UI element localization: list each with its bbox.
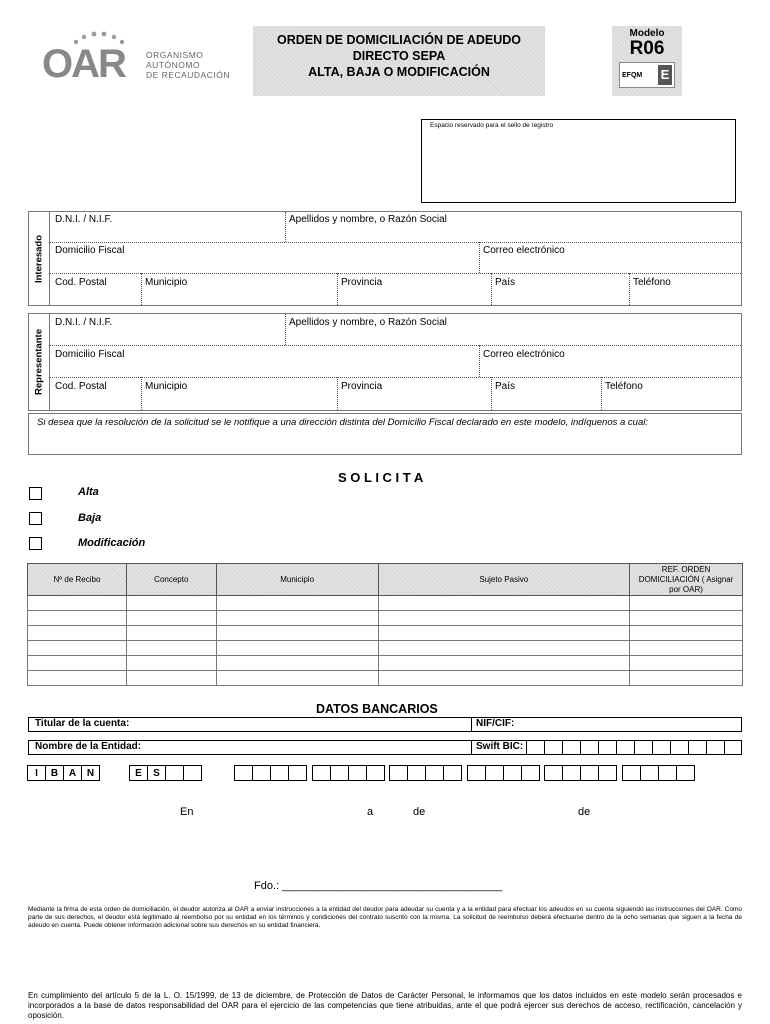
interesado-domicilio-field[interactable]: Domicilio Fiscal xyxy=(55,245,125,256)
iban-box[interactable] xyxy=(389,765,408,781)
interesado-dni-field[interactable]: D.N.I. / N.I.F. xyxy=(55,214,113,225)
interesado-municipio-field[interactable]: Municipio xyxy=(145,277,188,288)
swift-box[interactable] xyxy=(688,740,707,755)
iban-box[interactable] xyxy=(676,765,695,781)
swift-box[interactable] xyxy=(562,740,581,755)
recibo-cell[interactable] xyxy=(216,626,378,641)
table-row xyxy=(28,641,743,656)
col-concepto: Concepto xyxy=(126,564,216,596)
alta-checkbox[interactable] xyxy=(29,487,42,500)
efqm-badge-icon: EFQM E xyxy=(619,62,675,88)
recibo-cell[interactable] xyxy=(630,656,743,671)
firma-de1: de xyxy=(413,806,426,818)
iban-box[interactable] xyxy=(234,765,253,781)
iban-box[interactable] xyxy=(165,765,184,781)
iban-box[interactable] xyxy=(330,765,349,781)
recibos-header-row xyxy=(28,564,743,596)
interesado-cp-field[interactable]: Cod. Postal xyxy=(55,277,107,288)
recibo-cell[interactable] xyxy=(378,656,630,671)
iban-box[interactable] xyxy=(544,765,563,781)
swift-box[interactable] xyxy=(580,740,599,755)
notificacion-text: Si desea que la resolución de la solicitud se le notifique a una dirección distinta del Domicilio Fiscal declarado en este modelo, indíquenos a cual: xyxy=(37,417,649,428)
recibo-cell[interactable] xyxy=(630,626,743,641)
representante-domicilio-field[interactable]: Domicilio Fiscal xyxy=(55,349,125,360)
recibo-cell[interactable] xyxy=(378,641,630,656)
swift-box[interactable] xyxy=(526,740,545,755)
recibo-cell[interactable] xyxy=(28,671,127,686)
recibo-cell[interactable] xyxy=(378,671,630,686)
iban-box[interactable] xyxy=(348,765,367,781)
interesado-telefono-field[interactable]: Teléfono xyxy=(633,277,671,288)
iban-letter: A xyxy=(63,765,82,781)
representante-provincia-field[interactable]: Provincia xyxy=(341,381,383,392)
iban-group xyxy=(623,765,695,781)
swift-box[interactable] xyxy=(634,740,653,755)
col-municipio: Municipio xyxy=(216,564,378,596)
iban-group xyxy=(313,765,385,781)
firma-de2: de xyxy=(578,806,591,818)
recibo-cell[interactable] xyxy=(216,611,378,626)
swift-box[interactable] xyxy=(544,740,563,755)
representante-section xyxy=(28,313,742,411)
recibo-cell[interactable] xyxy=(630,641,743,656)
firma-fdo[interactable]: Fdo.: ____________________________________ xyxy=(254,880,503,892)
iban-box[interactable] xyxy=(640,765,659,781)
org-line3: DE RECAUDACIÓN xyxy=(146,70,230,80)
iban-group xyxy=(545,765,617,781)
iban-box[interactable] xyxy=(312,765,331,781)
recibo-cell[interactable] xyxy=(126,656,216,671)
modificacion-label: Modificación xyxy=(78,537,146,549)
iban-box[interactable] xyxy=(183,765,202,781)
iban-box[interactable] xyxy=(443,765,462,781)
recibo-cell[interactable] xyxy=(378,596,630,611)
representante-side-label: Representante xyxy=(29,314,50,410)
table-row xyxy=(28,596,743,611)
recibo-cell[interactable] xyxy=(126,626,216,641)
swift-box[interactable] xyxy=(598,740,617,755)
swift-box[interactable] xyxy=(670,740,689,755)
recibo-cell[interactable] xyxy=(378,626,630,641)
oar-logo xyxy=(42,30,242,90)
alta-label: Alta xyxy=(78,486,99,498)
recibos-table xyxy=(27,563,743,686)
representante-cp-field[interactable]: Cod. Postal xyxy=(55,381,107,392)
iban-country-letter: S xyxy=(147,765,166,781)
interesado-apellidos-field[interactable]: Apellidos y nombre, o Razón Social xyxy=(289,214,447,225)
iban-group xyxy=(468,765,540,781)
interesado-section xyxy=(28,211,742,306)
table-row xyxy=(28,611,743,626)
interesado-provincia-field[interactable]: Provincia xyxy=(341,277,383,288)
firma-a: a xyxy=(367,806,374,818)
interesado-correo-field[interactable]: Correo electrónico xyxy=(483,245,565,256)
efqm-label: EFQM xyxy=(622,71,643,79)
representante-telefono-field[interactable]: Teléfono xyxy=(605,381,643,392)
recibo-cell[interactable] xyxy=(28,596,127,611)
form-title-box xyxy=(253,26,545,96)
iban-box[interactable] xyxy=(598,765,617,781)
iban-box[interactable] xyxy=(270,765,289,781)
iban-letter: N xyxy=(81,765,100,781)
iban-label-boxes xyxy=(28,765,100,781)
recibo-cell[interactable] xyxy=(28,656,127,671)
recibo-cell[interactable] xyxy=(216,596,378,611)
recibo-cell[interactable] xyxy=(630,596,743,611)
modificacion-checkbox[interactable] xyxy=(29,537,42,550)
org-line2: AUTÓNOMO xyxy=(146,60,201,70)
recibo-cell[interactable] xyxy=(216,641,378,656)
recibo-cell[interactable] xyxy=(28,641,127,656)
interesado-pais-field[interactable]: País xyxy=(495,277,516,288)
iban-country-boxes xyxy=(130,765,202,781)
firma-en: En xyxy=(180,806,194,818)
swift-row xyxy=(471,740,742,755)
iban-box[interactable] xyxy=(425,765,444,781)
iban-box[interactable] xyxy=(485,765,504,781)
iban-letter: B xyxy=(45,765,64,781)
recibo-cell[interactable] xyxy=(630,611,743,626)
swift-boxes xyxy=(527,740,725,755)
title-line3: ALTA, BAJA O MODIFICACIÓN xyxy=(308,65,490,79)
representante-apellidos-field[interactable]: Apellidos y nombre, o Razón Social xyxy=(289,317,447,328)
iban-box[interactable] xyxy=(622,765,641,781)
representante-municipio-field[interactable]: Municipio xyxy=(145,381,188,392)
recibos-body xyxy=(28,596,743,686)
representante-dni-field[interactable]: D.N.I. / N.I.F. xyxy=(55,317,113,328)
recibo-cell[interactable] xyxy=(630,671,743,686)
title-line1: ORDEN DE DOMICILIACIÓN DE ADEUDO xyxy=(277,33,521,47)
titular-field[interactable]: Titular de la cuenta: xyxy=(35,718,130,729)
baja-label: Baja xyxy=(78,512,102,524)
recibo-cell[interactable] xyxy=(126,641,216,656)
legal-lopd-text: En cumplimiento del artículo 5 de la L. O. 15/1999, de 13 de diciembre, de Protección de Datos de Carácter Personal, le informamos que los datos incluidos en este modelo serán procesados e incorporados a la base de datos responsabilidad del OAR para el ejercicio de las competencias que tiene atribuidas, ante el que podrá ejercer sus derechos de acceso, rectificación, cancelación y oposición. xyxy=(28,991,742,1020)
baja-checkbox[interactable] xyxy=(29,512,42,525)
table-row xyxy=(28,656,743,671)
iban-box[interactable] xyxy=(658,765,677,781)
iban-box[interactable] xyxy=(407,765,426,781)
recibo-cell[interactable] xyxy=(126,611,216,626)
iban-box[interactable] xyxy=(252,765,271,781)
table-row xyxy=(28,626,743,641)
iban-box[interactable] xyxy=(580,765,599,781)
entidad-field[interactable]: Nombre de la Entidad: xyxy=(35,741,142,752)
iban-box[interactable] xyxy=(467,765,486,781)
iban-group xyxy=(235,765,307,781)
col-recibo: Nº de Recibo xyxy=(28,564,127,596)
solicita-title: S O L I C I T A xyxy=(338,470,424,485)
swift-box[interactable] xyxy=(706,740,725,755)
col-ref-orden: REF. ORDEN DOMICILIACIÓN ( Asignar por OAR) xyxy=(630,564,743,596)
iban-box[interactable] xyxy=(288,765,307,781)
swift-box[interactable] xyxy=(652,740,671,755)
iban-country-letter: E xyxy=(129,765,148,781)
recibo-cell[interactable] xyxy=(28,626,127,641)
swift-box[interactable] xyxy=(616,740,635,755)
logo-text: OAR xyxy=(42,42,125,86)
registro-box[interactable] xyxy=(421,119,736,203)
recibo-cell[interactable] xyxy=(126,671,216,686)
recibo-cell[interactable] xyxy=(216,656,378,671)
bancarios-title: DATOS BANCARIOS xyxy=(316,702,438,716)
representante-pais-field[interactable]: País xyxy=(495,381,516,392)
iban-box[interactable] xyxy=(521,765,540,781)
interesado-side-label: Interesado xyxy=(29,212,50,305)
org-line1: ORGANISMO xyxy=(146,50,204,60)
registro-label: Espacio reservado para el sello de registro xyxy=(430,122,554,129)
swift-field[interactable]: Swift BIC: xyxy=(476,741,524,752)
iban-group xyxy=(390,765,462,781)
nif-field[interactable]: NIF/CIF: xyxy=(476,718,515,729)
titular-row xyxy=(28,717,742,732)
recibo-cell[interactable] xyxy=(28,611,127,626)
modelo-label: Modelo xyxy=(629,28,665,39)
notificacion-box[interactable] xyxy=(28,413,742,455)
legal-sepa-text: Mediante la firma de esta orden de domiciliación, el deudor autoriza al OAR a enviar instrucciones a la entidad del deudor para adeudar su cuenta y a la entidad para efectuar los adeudos en su cuenta siguiendo las instrucciones del OAR. Como parte de sus derechos, el deudor está legitimado al reembolso por su entidad en los términos y condiciones del contrato suscrito con la misma. La solicitud de reembolso deberá efectuarse dentro de la ocho semanas que siguen a la fecha de adeudo en cuenta. Puede obtener información adicional sobre sus derechos en su entidad financiera. xyxy=(28,906,742,929)
col-sujeto-pasivo: Sujeto Pasivo xyxy=(378,564,630,596)
iban-box[interactable] xyxy=(562,765,581,781)
iban-box[interactable] xyxy=(366,765,385,781)
recibo-cell[interactable] xyxy=(216,671,378,686)
iban-letter: I xyxy=(27,765,46,781)
representante-correo-field[interactable]: Correo electrónico xyxy=(483,349,565,360)
table-row xyxy=(28,671,743,686)
modelo-code: R06 xyxy=(629,38,665,59)
recibo-cell[interactable] xyxy=(126,596,216,611)
entidad-row xyxy=(28,740,472,755)
recibo-cell[interactable] xyxy=(378,611,630,626)
title-line2: DIRECTO SEPA xyxy=(352,49,446,63)
iban-box[interactable] xyxy=(503,765,522,781)
modelo-box xyxy=(612,26,682,96)
